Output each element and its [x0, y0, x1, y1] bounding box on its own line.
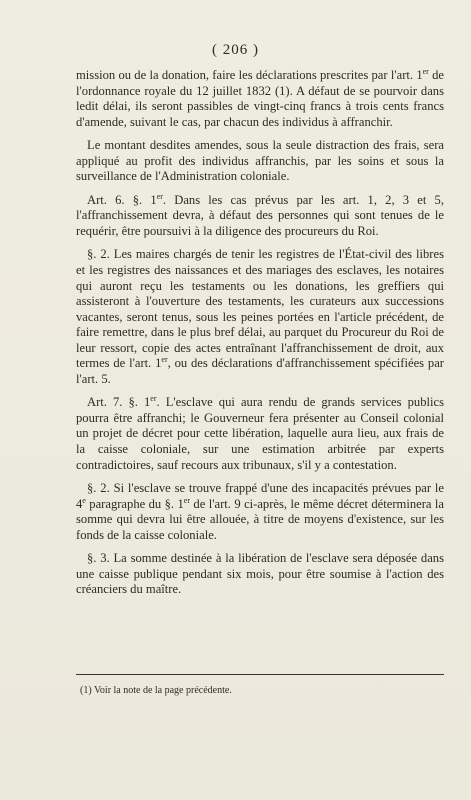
- paragraph-article-7-section-1: [76, 395, 444, 473]
- text-run: . Dans les cas prévus par les art. 1, 2, 3 et 5, l'affranchissement devra, à défaut des personnes qui sont tenues de le requérir, être poursuivi à la diligence des procureurs du Roi.: [76, 192, 444, 238]
- superscript: e: [82, 495, 86, 505]
- text-run: de l'ordonnance royale du 12 juillet 1832 (1). A défaut de se pourvoir dans ledit délai, ils seront passibles de vingt-cinq francs à trois cents francs d'amende, suivant le cas, par chacun des individus à affranchir.: [76, 68, 444, 129]
- text-run: . L'esclave qui aura rendu de grands services publics pourra être affranchi; le Gouverneur fera présenter au Conseil colonial un projet de décret pour cette libération, laquelle aura lieu, aux frais de la caisse coloniale, sur une estimation arbitrée par experts contradictoires, sauf recours aux tribunaux, s'il y a contestation.: [76, 395, 444, 472]
- text-run: §. 2. Les maires chargés de tenir les registres de l'État-civil des libres et les registres des naissances et des mariages des esclaves, les notaires qui auront reçu les testaments ou les donations, les greffiers qui assisteront à l'ouverture des testaments, les curateurs aux successions vacantes, seront tenus, sous les peines portées en l'article précédent, de faire remettre, dans le plus bref délai, au parquet du Procureur du Roi de leur ressort, copie des actes entraînant l'affranchissement de droit, aux termes de l'art. 1: [76, 247, 444, 371]
- text-run: paragraphe du §. 1: [85, 496, 184, 511]
- superscript: er: [422, 67, 429, 76]
- text-run: Art. 7. §. 1: [87, 395, 151, 410]
- paragraph-article-6-section-1: [76, 193, 444, 240]
- text-run: §. 2. Si l'esclave se trouve frappé d'une des incapacités prévues par le 4: [76, 481, 444, 511]
- paragraph-article-7-section-3: [76, 551, 444, 598]
- footnote: (1) Voir la note de la page précédente.: [80, 685, 232, 696]
- text-run: §. 3. La somme destinée à la libération de l'esclave sera déposée dans une caisse publique pendant six mois, pour être soumise à l'action des créanciers du maître.: [76, 551, 444, 597]
- paragraph-article-7-section-2: [76, 481, 444, 543]
- paragraph-amendes: [76, 138, 444, 185]
- superscript: er: [161, 355, 168, 365]
- text-run: de l'art. 9 ci-après, le même décret déterminera la somme qui devra lui être allouée, à titre de moyens d'existence, sur les fonds de la caisse coloniale.: [76, 496, 444, 542]
- paragraph-article-6-section-2: [76, 247, 444, 387]
- footnote-divider: [76, 674, 444, 675]
- superscript: er: [183, 495, 191, 505]
- body-text: [76, 68, 444, 598]
- text-run: Le montant desdites amendes, sous la seule distraction des frais, sera appliqué au profit des individus affranchis, par les soins et sous la surveillance de l'Administration coloniale.: [76, 138, 444, 184]
- text-run: Art. 6. §. 1: [87, 192, 157, 207]
- superscript: er: [156, 191, 163, 201]
- text-run: , ou des déclarations d'affranchissement spécifiées par l'art. 5.: [76, 356, 444, 386]
- superscript: er: [150, 394, 157, 404]
- paragraph-continuation: [76, 68, 444, 130]
- page-number: ( 206 ): [212, 42, 259, 58]
- text-run: mission ou de la donation, faire les déclarations prescrites par l'art. 1: [76, 68, 423, 82]
